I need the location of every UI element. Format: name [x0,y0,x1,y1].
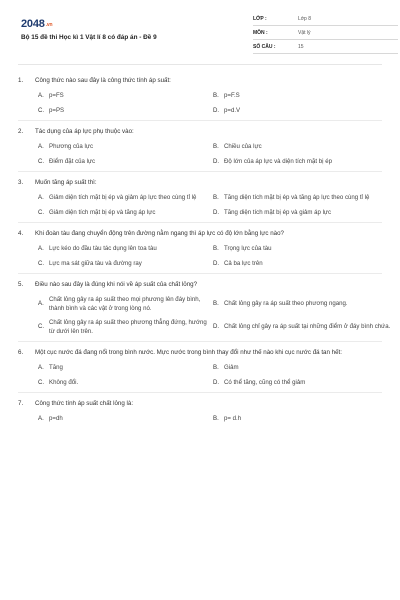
question-stem [18,399,382,408]
answer-option[interactable] [38,140,213,155]
option-letter: D. [213,323,220,331]
question-number: 4. [18,230,24,237]
option-letter: D. [213,208,220,216]
option-text: p= d.h [224,415,242,422]
answer-option[interactable] [213,257,393,272]
option-text: Không đổi. [49,378,79,386]
header-divider [18,64,382,65]
option-letter: D. [213,259,220,267]
question-divider [18,392,382,393]
option-letter: A. [38,92,44,99]
option-letter: C. [38,106,45,114]
option-text: Tăng diện tích mặt bị ép và giảm áp lực [224,208,332,216]
question-number: 2. [18,128,24,135]
question-stem [18,280,382,289]
option-text: Có thể tăng, cũng có thể giảm [224,378,306,386]
question-stem [18,127,382,136]
meta-row-count [253,41,398,54]
meta-value: 15 [298,44,304,50]
answer-option[interactable] [38,257,213,272]
question-divider [18,273,382,274]
answer-option[interactable] [213,206,393,221]
option-text: Chất lỏng gây ra áp suất theo phương thẳng đứng, hướng từ dưới lên trên. [49,319,207,335]
question-5 [18,280,391,342]
option-text: Lực ma sát giữa tàu và đường ray [49,259,142,267]
option-letter: D. [213,106,220,114]
answer-options [18,242,382,271]
option-text: Chất lỏng gây ra áp suất theo mọi phương lên đáy bình, thành bình và các vật ở trong lòng nó. [49,296,201,312]
option-letter: B. [213,92,219,99]
question-2 [18,127,382,172]
option-text: p=d.V [224,106,241,114]
answer-option[interactable] [213,361,393,376]
answer-option[interactable] [38,191,213,206]
question-text: Một cục nước đá đang nổi trong bình nước. Mực nước trong bình thay đổi như thế nào khi cục nước đá tan hết: [35,349,342,356]
question-stem [18,348,382,357]
answer-option[interactable] [38,293,213,316]
option-letter: D. [213,378,220,386]
question-text: Muốn tăng áp suất thì: [35,179,97,186]
meta-row-class [253,13,398,26]
option-letter: A. [38,143,44,150]
question-text: Điều nào sau đây là đúng khi nói về áp suất của chất lỏng? [35,281,198,288]
option-letter: A. [38,415,44,422]
option-text: Giảm [224,364,239,371]
answer-option[interactable] [213,89,393,104]
answer-option[interactable] [213,242,393,257]
answer-options [18,191,382,220]
option-letter: B. [213,415,219,422]
answer-options [18,89,382,118]
question-text: Khi đoàn tàu đang chuyển động trên đường nằm ngang thì áp lực có độ lớn bằng lực nào? [35,230,284,237]
answer-option[interactable] [38,104,213,119]
question-number: 5. [18,281,24,288]
answer-option[interactable] [38,155,213,170]
option-text: Phương của lực [49,143,93,150]
exam-meta [253,13,398,55]
answer-options [18,293,391,339]
option-text: Điểm đặt của lực [49,157,96,165]
option-text: Tăng [49,364,63,371]
answer-option[interactable] [213,293,393,316]
answer-option[interactable] [213,376,393,391]
answer-option[interactable] [38,206,213,221]
meta-row-subject [253,27,398,40]
option-text: Độ lớn của áp lực và diện tích mặt bị ép [224,157,333,165]
option-letter: A. [38,364,44,371]
question-3 [18,178,382,223]
option-letter: A. [38,194,44,201]
answer-option[interactable] [213,104,393,119]
meta-value: Vật lý [298,30,311,36]
meta-label: LỚP : [253,16,267,22]
answer-option[interactable] [213,191,393,206]
meta-label: MÔN : [253,30,268,36]
answer-option[interactable] [213,316,393,339]
answer-option[interactable] [38,361,213,376]
option-text: Cả ba lực trên [224,259,263,267]
answer-option[interactable] [38,316,213,339]
question-stem [18,229,382,238]
option-letter: A. [38,245,44,252]
meta-label: SỐ CÂU : [253,44,276,50]
question-stem [18,178,382,187]
option-text: Lực kéo do đầu tàu tác dụng lên toa tàu [49,245,157,252]
question-number: 1. [18,77,24,84]
option-letter: C. [38,259,45,267]
option-text: p=F.S [224,92,240,99]
question-4 [18,229,382,274]
site-logo[interactable]: 2048.vn [21,18,53,30]
question-text: Công thức nào sau đây là công thức tính áp suất: [35,77,171,84]
option-text: Tăng diện tích mặt bị ép và tăng áp lực theo cùng tỉ lệ [224,194,370,201]
question-7 [18,399,382,427]
question-1 [18,76,382,121]
question-divider [18,171,382,172]
answer-option[interactable] [38,376,213,391]
option-text: p=PS [49,106,65,114]
option-letter: A. [38,300,44,308]
answer-options [18,140,382,169]
option-text: p=dh [49,415,63,422]
question-divider [18,222,382,223]
option-letter: B. [213,194,219,201]
page-header [18,0,382,66]
answer-options [18,412,382,427]
question-text: Công thức tính áp suất chất lỏng là: [35,400,134,407]
meta-value: Lớp 8 [298,16,312,22]
answer-option[interactable] [38,412,213,427]
option-letter: C. [38,323,45,331]
answer-option[interactable] [38,242,213,257]
question-text: Tác dụng của áp lực phụ thuộc vào: [35,128,134,135]
answer-option[interactable] [213,155,393,170]
question-number: 7. [18,400,24,407]
option-letter: D. [213,157,220,165]
question-list [18,76,391,433]
option-text: Chất lỏng gây ra áp suất theo phương ngang. [224,300,348,308]
option-letter: C. [38,157,45,165]
option-text: Chất lỏng chỉ gây ra áp suất tại những điểm ở đáy bình chứa. [224,323,391,331]
question-divider [18,341,382,342]
option-letter: B. [213,245,219,252]
page-title: Bộ 15 đề thi Học kì 1 Vật lí 8 có đáp án - Đề 9 [21,34,157,41]
question-6 [18,348,382,393]
question-number: 3. [18,179,24,186]
answer-options [18,361,382,390]
option-letter: C. [38,378,45,386]
option-letter: B. [213,143,219,150]
option-text: Trọng lực của tàu [224,245,272,252]
option-text: p=FS [49,92,64,99]
option-letter: B. [213,300,219,308]
answer-option[interactable] [38,89,213,104]
option-text: Giảm diện tích mặt bị ép và giảm áp lực theo cùng tỉ lệ [49,194,197,201]
question-number: 6. [18,349,24,356]
option-text: Chiều của lực [224,143,262,150]
option-text: Giảm diện tích mặt bị ép và tăng áp lực [49,208,156,216]
answer-option[interactable] [213,140,393,155]
question-stem [18,76,382,85]
option-letter: C. [38,208,45,216]
question-divider [18,120,382,121]
answer-option[interactable] [213,412,393,427]
option-letter: B. [213,364,219,371]
